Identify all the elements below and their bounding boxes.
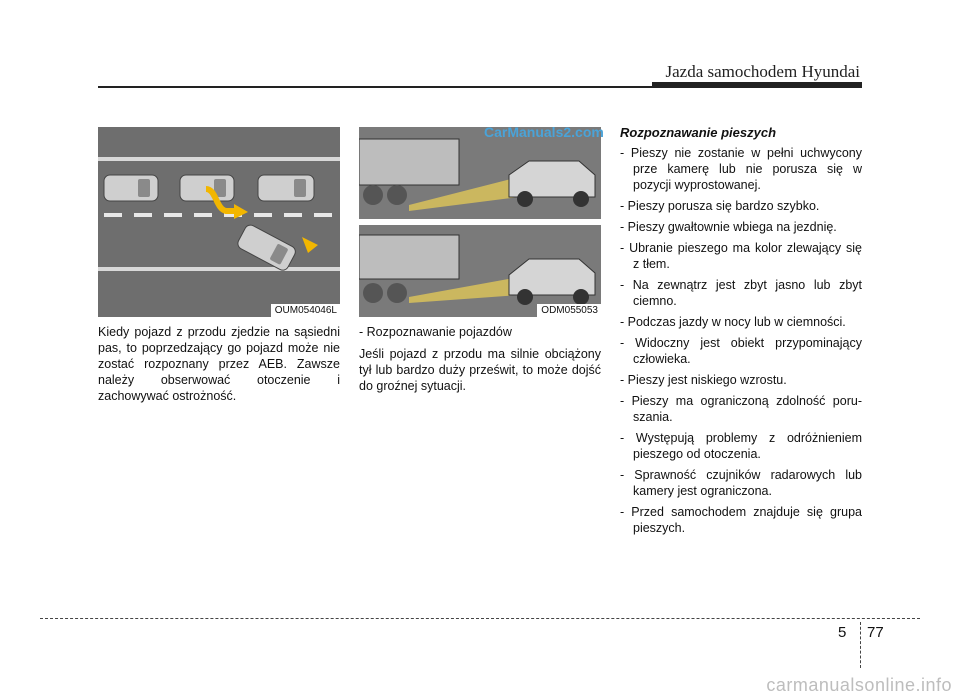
section-title-pedestrian: Rozpoznawanie pieszych xyxy=(620,125,777,140)
list-item: - Pieszy gwałtownie wbiega na jezdnię. xyxy=(620,220,837,234)
list-item: - Ubranie pieszego ma kolor zlewający się z tłem. xyxy=(620,241,862,271)
figure-vehicle-recognition xyxy=(359,127,601,317)
list-item: - Pieszy ma ograniczoną zdolność poruszania. xyxy=(620,394,862,424)
figure-code: OUM054046L xyxy=(271,304,340,317)
column-3 xyxy=(620,125,862,541)
section-number: 5 xyxy=(838,624,847,641)
column-2 xyxy=(359,324,601,400)
list-item: - Pieszy porusza się bardzo szybko. xyxy=(620,199,820,213)
figure-lane-change xyxy=(98,127,340,317)
list-item: - Na zewnątrz jest zbyt jasno lub zbyt ciemno. xyxy=(620,278,862,308)
watermark-top: CarManuals2.com xyxy=(484,124,604,140)
figure-code: ODM055053 xyxy=(537,304,601,317)
vehicle-recognition-illustration xyxy=(359,127,601,317)
running-header: Jazda samochodem Hyundai xyxy=(665,62,860,81)
paragraph-lane-change: Kiedy pojazd z przodu zjedzie na sąsiedni pas, to poprzedzający go pojazd może nie zostać rozpoznany przez AEB. Zawsze należy obserwować otoczenie i zachowywać ostrożność. xyxy=(98,325,340,403)
header-rule-accent xyxy=(652,82,862,88)
lane-change-illustration xyxy=(98,127,340,317)
list-item: - Sprawność czujników radarowych lub kamery jest ograniczona. xyxy=(620,468,862,498)
footer-rule xyxy=(40,618,920,619)
column-1 xyxy=(98,324,340,410)
footer-divider xyxy=(860,622,861,668)
list-item: - Podczas jazdy w nocy lub w ciemności. xyxy=(620,315,846,329)
list-item: - Występują problemy z odróżnieniem pieszego od otoczenia. xyxy=(620,431,862,461)
page-number: 77 xyxy=(867,624,884,641)
pedestrian-conditions-list xyxy=(620,145,862,536)
list-item: - Widoczny jest obiekt przypominający człowieka. xyxy=(620,336,862,366)
watermark-bottom: carmanualsonline.info xyxy=(766,675,952,695)
list-item: - Pieszy nie zostanie w pełni uchwycony prze kamerę lub nie porusza się w pozycji wyprostowanej. xyxy=(620,146,862,192)
paragraph-vehicle-recognition: Jeśli pojazd z przodu ma silnie obciążony tył lub bardzo duży prześwit, to może dojść do groźnej sytuacji. xyxy=(359,347,601,393)
list-item: - Pieszy jest niskiego wzrostu. xyxy=(620,373,787,387)
list-item: - Przed samochodem znajduje się grupa pieszych. xyxy=(620,505,862,535)
subheading-vehicle-recognition: - Rozpoznawanie pojazdów xyxy=(359,325,512,339)
